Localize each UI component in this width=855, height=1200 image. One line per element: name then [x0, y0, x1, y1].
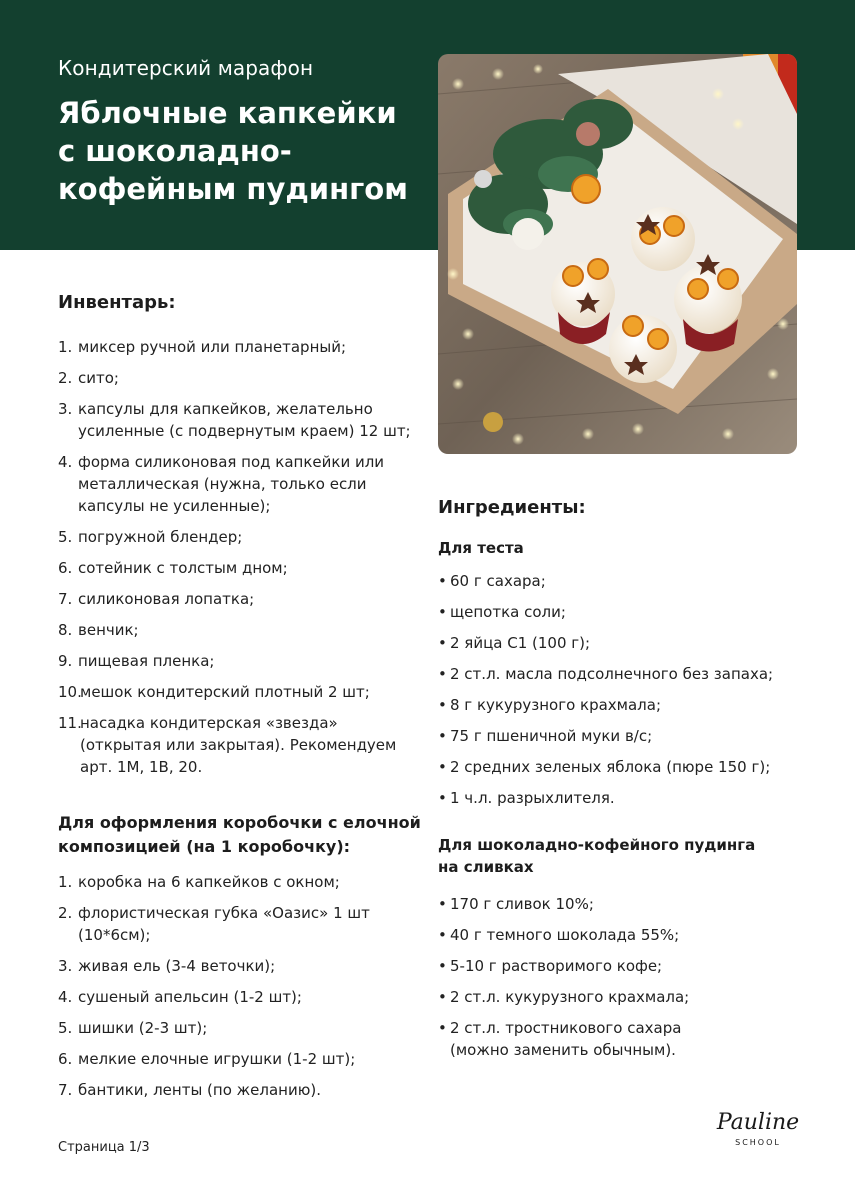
list-item: 3. живая ель (3-4 веточки); [58, 957, 276, 975]
school-logo [713, 1110, 803, 1147]
list-item: 7. силиконовая лопатка; [58, 590, 255, 608]
list-item: • 2 ст.л. масла подсолнечного без запаха; [438, 663, 798, 685]
list-item: • щепотка соли; [438, 601, 798, 623]
box-decor-heading: Для оформления коробочки с елочной композицией (на 1 коробочку): [58, 813, 421, 856]
list-item: 10. мешок кондитерский плотный 2 шт; [58, 683, 370, 701]
ingredients-heading: Ингредиенты: [438, 497, 586, 518]
list-item: • 2 ст.л. тростникового сахара (можно заменить обычным). [438, 1017, 798, 1061]
list-item: • 2 яйца С1 (100 г); [438, 632, 798, 654]
list-item: • 2 средних зеленых яблока (пюре 150 г); [438, 756, 798, 778]
list-item: • 60 г сахара; [438, 570, 798, 592]
list-item: 11. насадка кондитерская «звезда» (открытая или закрытая). Рекомендуем арт. 1M, 1B, 20. [58, 714, 397, 776]
cupcakes-photo-illustration [438, 54, 797, 454]
inventory-heading: Инвентарь: [58, 292, 176, 313]
list-item: 7. бантики, ленты (по желанию). [58, 1081, 321, 1099]
list-item: 8. венчик; [58, 621, 139, 639]
box-decor-list [58, 871, 428, 1101]
list-item: 4. сушеный апельсин (1-2 шт); [58, 988, 302, 1006]
recipe-title [58, 94, 418, 208]
title-line: с шоколадно- [58, 134, 292, 168]
dough-list [438, 570, 798, 809]
list-item: 5. шишки (2-3 шт); [58, 1019, 208, 1037]
list-item: 6. сотейник с толстым дном; [58, 559, 288, 577]
list-item: 1. миксер ручной или планетарный; [58, 338, 347, 356]
list-item: 5. погружной блендер; [58, 528, 243, 546]
list-item: • 2 ст.л. кукурузного крахмала; [438, 986, 798, 1008]
logo-subtitle: SCHOOL [735, 1138, 781, 1147]
cupcakes-box-photo [438, 54, 797, 454]
list-item: • 170 г сливок 10%; [438, 893, 798, 915]
pudding-heading: Для шоколадно-кофейного пудинга на сливках [438, 836, 756, 876]
list-item: • 1 ч.л. разрыхлителя. [438, 787, 798, 809]
title-line: Яблочные капкейки [58, 96, 397, 130]
list-item: • 75 г пшеничной муки в/с; [438, 725, 798, 747]
logo-script: Pauline [716, 1110, 800, 1135]
list-item: 9. пищевая пленка; [58, 652, 215, 670]
list-item: 1. коробка на 6 капкейков с окном; [58, 873, 340, 891]
list-item: 3. капсулы для капкейков, желательно усиленные (с подвернутым краем) 12 шт; [58, 400, 411, 440]
dough-heading: Для теста [438, 539, 524, 557]
list-item: • 40 г темного шоколада 55%; [438, 924, 798, 946]
marathon-subtitle: Кондитерский марафон [58, 56, 314, 80]
inventory-list [58, 336, 428, 778]
list-item: 2. сито; [58, 369, 119, 387]
title-line: кофейным пудингом [58, 172, 408, 206]
page-number: Страница 1/3 [58, 1140, 150, 1155]
list-item: • 8 г кукурузного крахмала; [438, 694, 798, 716]
pudding-list [438, 893, 798, 1061]
list-item: 6. мелкие елочные игрушки (1-2 шт); [58, 1050, 356, 1068]
list-item: 4. форма силиконовая под капкейки или металлическая (нужна, только если капсулы не усиленные); [58, 453, 385, 515]
list-item: • 5-10 г растворимого кофе; [438, 955, 798, 977]
list-item: 2. флористическая губка «Оазис» 1 шт (10*6см); [58, 904, 370, 944]
